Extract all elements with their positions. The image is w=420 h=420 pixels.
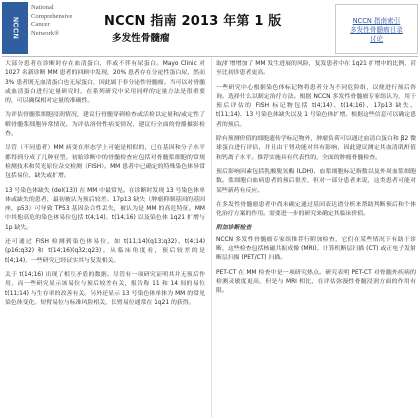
paragraph: 还可通过 FISH 检测到染色体易位，如 t(11;14)(q13;q32)、t(4;14)(p16;q32) 和 t(14;16)(q32;q23)。从临床角度看，预后较差的是 t(4;14)，一些研究已经证实其与复发相关。 xyxy=(5,239,205,264)
org-line: Cancer xyxy=(31,21,50,29)
guideline-title: NCCN 指南 2013 年第 1 版 xyxy=(104,14,282,29)
discussion-link[interactable]: 讨论 xyxy=(369,35,384,43)
paragraph: 关于 t(14;16) 出现了相互矛盾的数据。尽管有一项研究证明其并无预后作用，而一些研究显示该易位与预后较差有关，报告称 11 和 14 间的易位 t(11;14) 与生存率的改善有关。另外还显示 13 号染色体单体为 MM 的常见染色体变化。短臂易位与标准风险相关，长臂易位通常在 1q21 的获得。 xyxy=(5,271,205,306)
nccn-logo: NCCN xyxy=(2,2,28,54)
paragraph: 尽管（不同患者）MM 病变在形态学上可能是相似的，已在基因和分子水平都得到分成了几种亚型。初始诊断中的骨髓检查应包括对骨髓浆细胞的常规检测技术和荧光原位杂交检测（FISH）。MM 患者中已确定的特殊染色体异常包括易位、缺失或扩增。 xyxy=(5,145,205,180)
paragraph: 一些研究中心根据染色体标记物将患者分为不同危险组，以便进行预后咨询。选择什么以制定治疗方法。根据 NCCN 多发性骨髓瘤专家组认为，用于预后评估的 FISH 标记物包括 t(4;14)、t(14;16)、17p13 缺失、t(11;14)、13 号染色体缺失以及 1 号染色体扩增。根据这些信息可以确定患者的预后。 xyxy=(216,84,416,128)
column-divider xyxy=(211,58,212,418)
paragraph: 为评估骨髓浆细胞浸润情况，建议行骨髓穿刺检查或活检以定量和/或定性了解骨髓浆细胞异常情况。为评估溶骨性病变情况，建议行全面的骨骼摄影检查。 xyxy=(5,112,205,138)
paragraph: 除有预测价值的细胞遗传学标记物外，肿瘤负荷可以通过血清白蛋白和 β2 微球蛋白进行评估，并且由于肾功能对其有影响，因此建议测定其血清肌酐值和钙离子水平。推荐实施具有代表性的，全面的肿瘤骨髓检查。 xyxy=(216,136,416,161)
org-line: Comprehensive xyxy=(31,12,73,20)
paragraph: 在多发性骨髓瘤患者中尚未确定通过基因表达谱分析来帮助判断预后和个体化治疗方案的作用。需要进一步的研究来确定其临床价值。 xyxy=(216,201,416,218)
section-heading: 附加诊断检查 xyxy=(216,225,252,232)
right-text-column xyxy=(216,60,416,302)
paragraph: 取/扩增增加了 MM 发生进展的风险，复发患者中在 1q21 扩增中的比例，甚至比初诊患者更高。 xyxy=(216,61,416,77)
paragraph: 预后影响因素包括乳酸脱氢酶 (LDH)、血浆细胞标记指数以及外周血浆细胞数。浆细胞白血病患者的预后很差，但对一部分患者来说，这类患者可能对某些新药有反应。 xyxy=(216,168,416,194)
paragraph: 大部分患者在诊断时存在血清蛋白，伴或不伴有尿蛋白。Mayo Clinic 对 1027 名新诊断 MM 患者的回顾中发现，20% 患者存在分泌性蛋白尿，然而 3% 患者既无血清蛋白也无尿蛋白，因此属于非分泌性骨髓瘤。当可以对骨髓或血清蛋白进行定量研究时，在系列研究中采用同样的定量方法是很重要的，可以确保相对定量的准确性。 xyxy=(5,61,205,105)
table-of-contents-link[interactable]: 多发性骨髓瘤目录 xyxy=(350,26,403,34)
paragraph: NCCN 多发性骨髓瘤专家组推荐行附加检查，它们在某些情况下有助于诊断，这些检查包括核磁共振成像 (MRI)、计算机断层扫描 (CT) 或正电子发射断层扫描 (PET/CT) 扫描。 xyxy=(216,236,416,262)
paragraph: 13 号染色体缺失 (del(13)) 在 MM 中最常见。在诊断时发现 13 号染色体单体或缺失的患者，最初被认为预后较差。17p13 缺失（肿瘤抑制基因的基因座，p53）可导致 TP53 基因杂合性丢失，被认为是 MM 的高危特征。MM 中其他高危的染色体易位包括 t(4;14)、t(14;16) 以及染色体 1q21 扩增与 1p 缺失。 xyxy=(5,187,205,231)
organization-name xyxy=(31,4,93,38)
guideline-subtitle: 多发性骨髓瘤 xyxy=(112,33,170,44)
paragraph: PET-CT 在 MM 检查中是一项研究热点。研究表明 PET-CT 对骨髓外疾病的检测灵敏度更高，但是与 MRI 相比，在评估弥漫性骨髓浸润方面的作用有限。 xyxy=(216,269,416,295)
guideline-index-link[interactable]: NCCN 指南索引 xyxy=(352,17,401,25)
navigation-links-box xyxy=(335,4,418,54)
left-text-column xyxy=(5,60,205,313)
org-line: National xyxy=(31,4,54,11)
header-divider xyxy=(2,56,418,57)
org-line: Network® xyxy=(31,29,60,37)
